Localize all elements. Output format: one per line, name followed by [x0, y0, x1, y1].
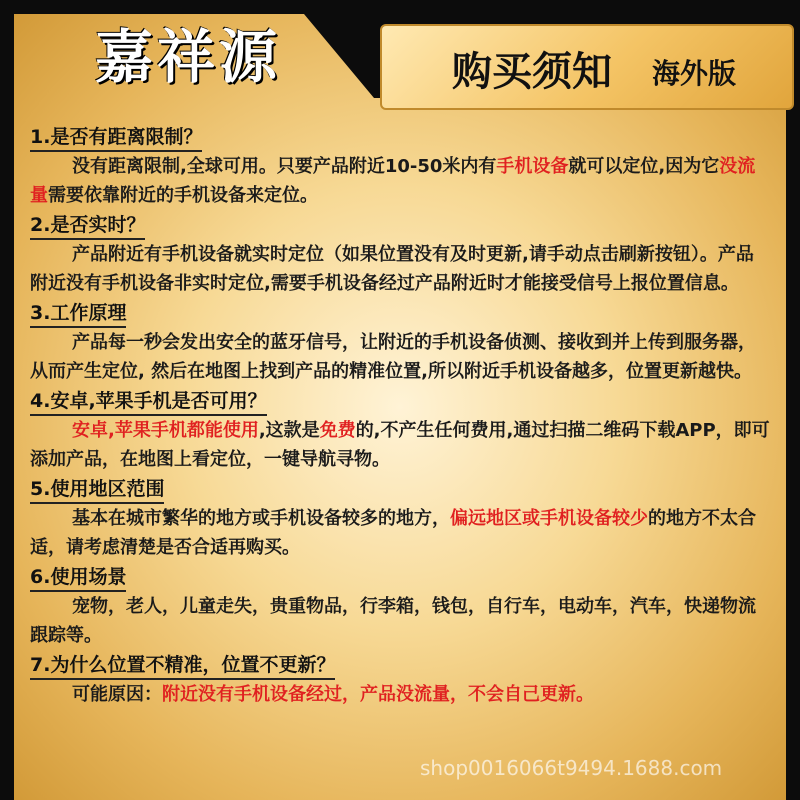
faq-answer	[30, 328, 770, 386]
brand-logo-text: 嘉祥源	[94, 23, 281, 91]
faq-section	[30, 386, 770, 474]
faq-question: 7.为什么位置不精准，位置不更新？	[30, 652, 335, 680]
highlight-text: 手机设备	[496, 156, 569, 177]
answer-text: 的地方不太合适，请考虑清楚是否合适再购买。	[30, 508, 756, 558]
faq-answer	[30, 416, 770, 474]
highlight-text: 免费	[319, 420, 356, 441]
faq-answer	[30, 504, 770, 562]
faq-answer	[30, 592, 770, 650]
faq-question: 6.使用场景	[30, 564, 126, 592]
highlight-text: 偏远地区或手机设备较少	[450, 508, 648, 529]
answer-text: 可能原因：	[72, 684, 162, 705]
highlight-text: 安卓,苹果手机都能使用	[72, 420, 259, 441]
faq-answer	[30, 680, 770, 709]
answer-text: 宠物，老人，儿童走失，贵重物品，行李箱，钱包，自行车，电动车，汽车，快递物流跟踪等。	[30, 596, 756, 646]
answer-text: 产品每一秒会发出安全的蓝牙信号，让附近的手机设备侦测、接收到并上传到服务器，从而产生定位, 然后在地图上找到产品的精准位置,所以附近手机设备越多，位置更新越快。	[30, 332, 756, 382]
answer-text: 的,不产生任何费用,通过扫描二维码下载APP，即可添加产品，在地图上看定位，一键导航寻物。	[30, 420, 770, 470]
faq-question: 3.工作原理	[30, 300, 126, 328]
notice-title: 购买须知	[452, 49, 612, 95]
faq-question: 5.使用地区范围	[30, 476, 164, 504]
faq-section	[30, 562, 770, 650]
faq-section	[30, 650, 770, 709]
answer-text: 没有距离限制,全球可用。只要产品附近10-50米内有	[72, 156, 497, 177]
faq-section	[30, 210, 770, 298]
faq-question: 2.是否实时？	[30, 212, 145, 240]
faq-section	[30, 474, 770, 562]
faq-question: 1.是否有距离限制？	[30, 124, 202, 152]
answer-text: ,这款是	[258, 420, 320, 441]
faq-answer	[30, 240, 770, 298]
highlight-text: 附近没有手机设备经过，产品没流量，不会自己更新。	[162, 684, 594, 705]
highlight-text: 没流量	[30, 156, 756, 206]
faq-section	[30, 298, 770, 386]
answer-text: 产品附近有手机设备就实时定位（如果位置没有及时更新,请手动点击刷新按钮）。产品附近没有手机设备非实时定位,需要手机设备经过产品附近时才能接受信号上报位置信息。	[30, 244, 754, 294]
notice-subtitle: 海外版	[652, 57, 737, 90]
faq-section	[30, 122, 770, 210]
faq-answer	[30, 152, 770, 210]
faq-content	[30, 122, 770, 709]
answer-text: 就可以定位,因为它	[568, 156, 720, 177]
answer-text: 基本在城市繁华的地方或手机设备较多的地方，	[72, 508, 450, 529]
watermark-text: shop0016066t9494.1688.com	[420, 756, 723, 780]
faq-question: 4.安卓,苹果手机是否可用？	[30, 388, 267, 416]
answer-text: 需要依靠附近的手机设备来定位。	[48, 185, 318, 206]
